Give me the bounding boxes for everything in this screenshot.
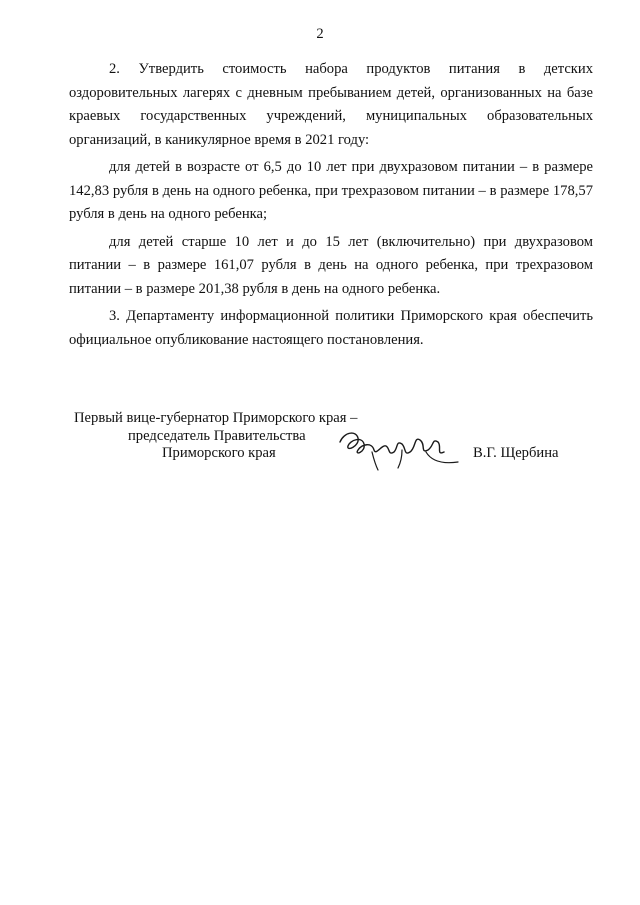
page-number: 2 — [316, 26, 324, 42]
signer-name: В.Г. Щербина — [473, 445, 559, 461]
signer-position-line-3: Приморского края — [162, 445, 276, 461]
document-body — [69, 58, 593, 356]
paragraph-publication: 3. Департаменту информационной политики Приморского края обеспечить официальное опубликование настоящего постановления. — [69, 308, 593, 348]
signer-position-line-2: председатель Правительства — [128, 428, 306, 444]
paragraph-age-10-15: для детей старше 10 лет и до 15 лет (включительно) при двухразовом питании – в размере 161,07 рубля в день на одного ребенка, при трехразовом питании – в размере 201,38 рубля в день на одного ребенка. — [69, 233, 593, 297]
signer-position-line-1: Первый вице-губернатор Приморского края – — [74, 410, 358, 426]
paragraph-approve-cost: 2. Утвердить стоимость набора продуктов питания в детских оздоровительных лагерях с дневным пребыванием детей, организованных на базе краевых государственных учреждений, муниципальных образовательных организаций, в каникулярное время в 2021 году: — [69, 61, 593, 148]
paragraph-age-6-10: для детей в возрасте от 6,5 до 10 лет при двухразовом питании – в размере 142,83 рубля в день на одного ребенка, при трехразовом питании – в размере 178,57 рубля в день на одного ребенка; — [69, 159, 593, 222]
handwritten-signature — [332, 422, 462, 474]
signature-block — [70, 408, 590, 478]
